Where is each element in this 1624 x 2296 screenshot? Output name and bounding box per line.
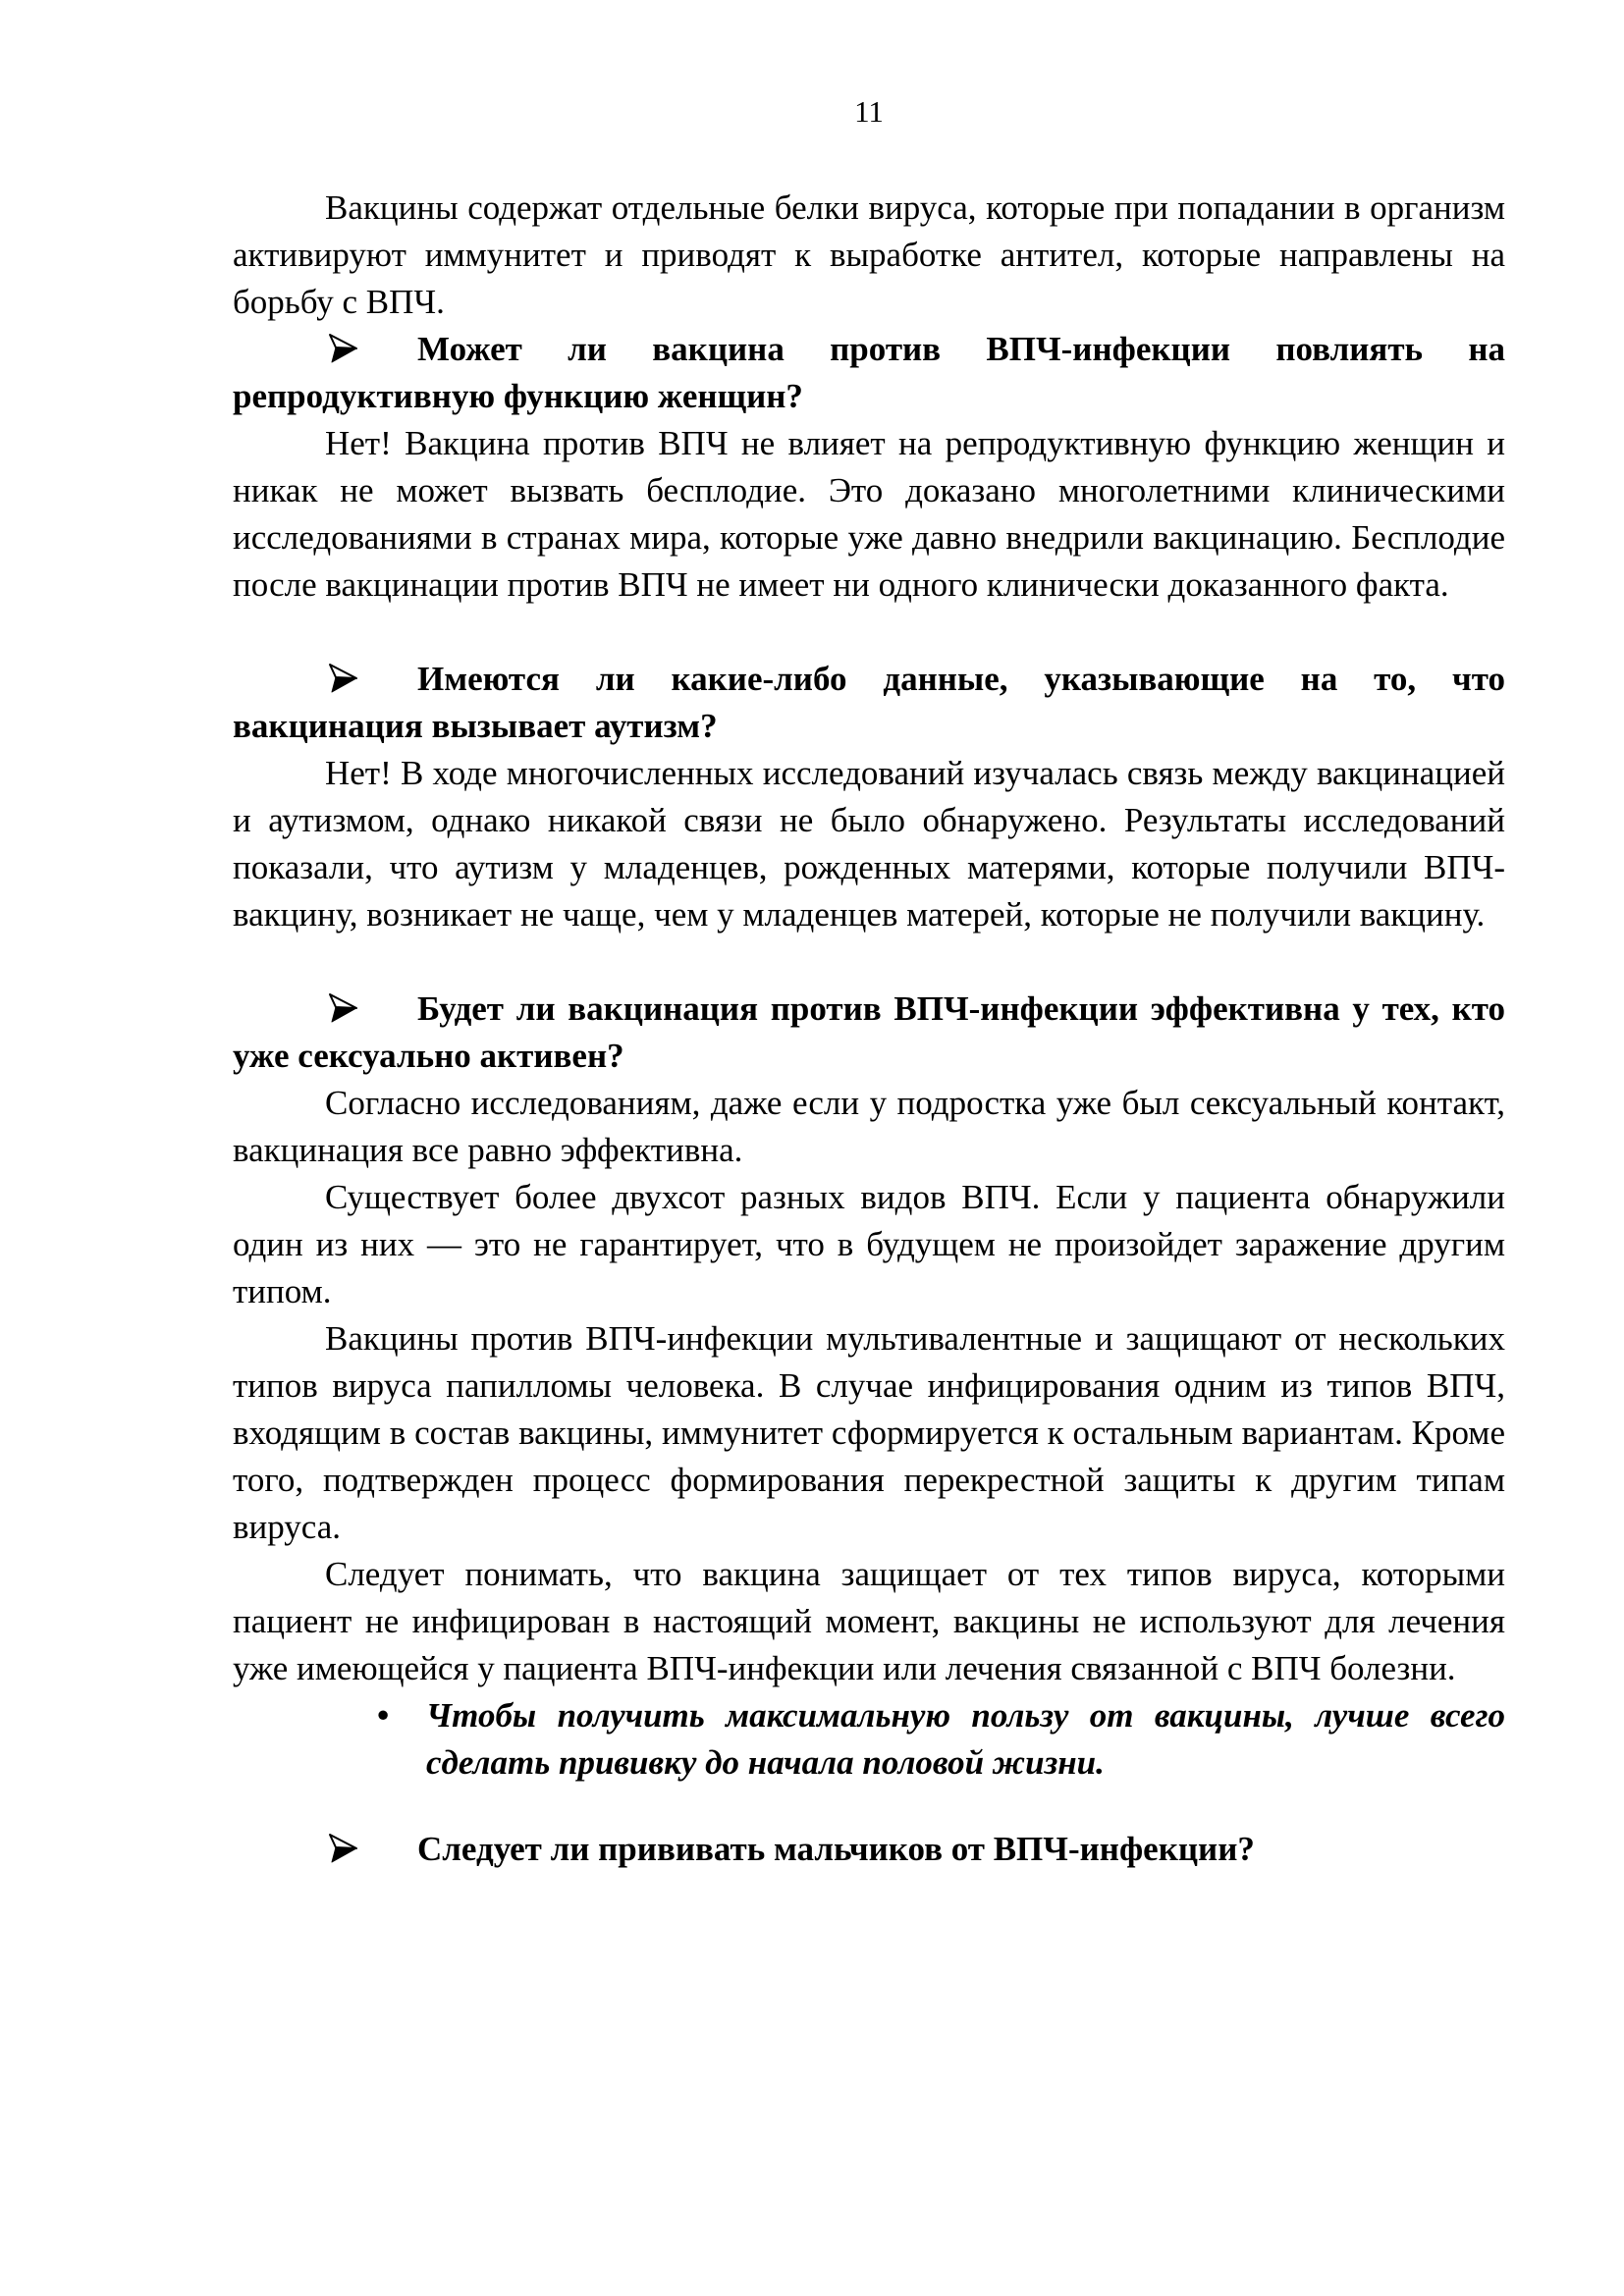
question-heading-3-text: Будет ли вакцинация против ВПЧ-инфекции эффективна у тех, кто уже сексуально активен? bbox=[233, 989, 1505, 1075]
arrow-bullet-icon bbox=[325, 333, 360, 364]
question-heading-4-text: Следует ли прививать мальчиков от ВПЧ-инфекции? bbox=[417, 1830, 1255, 1868]
question-heading-4 bbox=[233, 1826, 1505, 1873]
answer-paragraph-3b: Существует более двухсот разных видов ВПЧ. Если у пациента обнаружили один из них — это не гарантирует, что в будущем не произойдет заражение другим типом. bbox=[233, 1178, 1505, 1310]
page-content bbox=[233, 185, 1505, 1873]
arrow-bullet-icon bbox=[325, 992, 360, 1024]
bullet-icon: • bbox=[377, 1696, 390, 1735]
vertical-spacer bbox=[233, 1787, 1505, 1826]
answer-paragraph-3a: Согласно исследованиям, даже если у подростка уже был сексуальный контакт, вакцинация все равно эффективна. bbox=[233, 1084, 1505, 1169]
question-heading-3 bbox=[233, 986, 1505, 1080]
answer-paragraph-2: Нет! В ходе многочисленных исследований изучалась связь между вакцинацией и аутизмом, однако никакой связи не было обнаружено. Результаты исследований показали, что аутизм у младенцев, рожденных матерями, которые получили ВПЧ-вакцину, возникает не чаще, чем у младенцев матерей, которые не получили вакцину. bbox=[233, 754, 1505, 934]
vertical-spacer bbox=[233, 938, 1505, 986]
question-heading-1 bbox=[233, 326, 1505, 420]
arrow-bullet-icon bbox=[325, 663, 360, 694]
intro-paragraph: Вакцины содержат отдельные белки вируса, которые при попадании в организм активируют иммунитет и приводят к выработке антител, которые направлены на борьбу с ВПЧ. bbox=[233, 188, 1505, 321]
vertical-spacer bbox=[233, 609, 1505, 656]
answer-paragraph-3d: Следует понимать, что вакцина защищает от тех типов вируса, которыми пациент не инфицирован в настоящий момент, вакцины не используют для лечения уже имеющейся у пациента ВПЧ-инфекции или лечения связанной с ВПЧ болезни. bbox=[233, 1555, 1505, 1687]
note-item bbox=[377, 1692, 1505, 1787]
answer-paragraph-1: Нет! Вакцина против ВПЧ не влияет на репродуктивную функцию женщин и никак не может вызвать бесплодие. Это доказано многолетними клиническими исследованиями в странах мира, которые уже давно внедрили вакцинацию. Бесплодие после вакцинации против ВПЧ не имеет ни одного клинически доказанного факта. bbox=[233, 424, 1505, 604]
arrow-bullet-icon bbox=[325, 1833, 360, 1864]
answer-paragraph-3c: Вакцины против ВПЧ-инфекции мультивалентные и защищают от нескольких типов вируса папилломы человека. В случае инфицирования одним из типов ВПЧ, входящим в состав вакцины, иммунитет сформируется к остальным вариантам. Кроме того, подтвержден процесс формирования перекрестной защиты к другим типам вируса. bbox=[233, 1319, 1505, 1546]
question-heading-2-text: Имеются ли какие-либо данные, указывающие на то, что вакцинация вызывает аутизм? bbox=[233, 660, 1505, 745]
page-number: 11 bbox=[854, 94, 884, 129]
question-heading-1-text: Может ли вакцина против ВПЧ-инфекции повлиять на репродуктивную функцию женщин? bbox=[233, 330, 1505, 415]
question-heading-2 bbox=[233, 656, 1505, 750]
note-text: Чтобы получить максимальную пользу от вакцины, лучше всего сделать прививку до начала половой жизни. bbox=[426, 1696, 1505, 1782]
